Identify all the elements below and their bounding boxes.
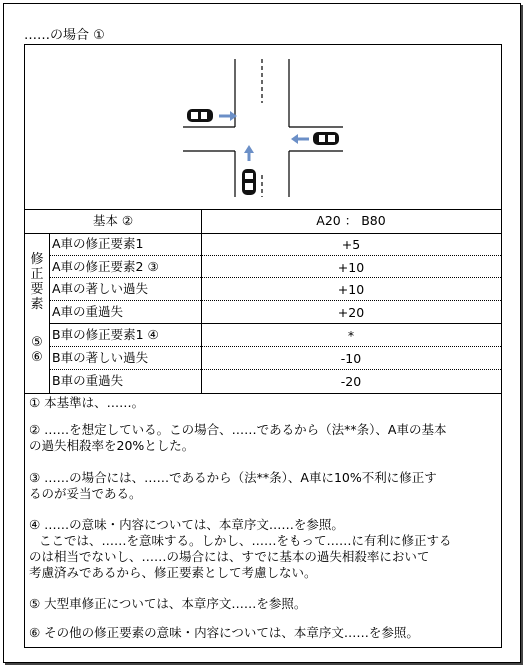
arrow-icon [291, 134, 309, 144]
row-value-a2: +10 [337, 260, 365, 275]
row-value-a1: +5 [341, 237, 361, 252]
note-6: ⑥ その他の修正要素の意味・内容については、本章序文……を参照。 [29, 625, 419, 640]
car-icon [187, 109, 213, 122]
row-value-b2: -10 [340, 351, 362, 366]
case-title: ……の場合 ① [24, 28, 105, 43]
note-1: ① 本基準は、……。 [29, 395, 145, 410]
note-2-cont: の過失相殺率を20%とした。 [29, 438, 195, 453]
row-label-a4: A車の重過失 [52, 304, 124, 319]
row-label-b1: B車の修正要素1 ④ [52, 327, 159, 342]
note-ref-label: ⑤ ⑥ [31, 335, 43, 365]
row-label-a1: A車の修正要素1 [52, 236, 144, 251]
car-icon [313, 132, 339, 145]
note-5: ⑤ 大型車修正については、本章序文……を参照。 [29, 596, 307, 611]
note-2: ② ……を想定している。この場合、……であるから（法**条）、A車の基本 [29, 422, 447, 437]
note-3: ③ ……の場合には、……であるから（法**条）、A車に10%不利に修正す [29, 470, 437, 485]
arrow-icon [244, 145, 254, 161]
row-value-b3: -20 [340, 374, 362, 389]
note-4-cont1: ここでは、……を意味する。しかし、……をもって……に有利に修正する [39, 533, 452, 548]
modifier-group-label: 修 正 要 素 [30, 252, 44, 312]
note-4-cont3: 考慮済みであるから、修正要素として考慮しない。 [29, 565, 317, 580]
note-4-cont2: のは相当でないし、……の場合には、すでに基本の過失相殺率において [29, 549, 430, 564]
row-value-a4: +20 [337, 305, 365, 320]
intersection-diagram [25, 45, 501, 209]
note-4: ④ ……の意味・内容については、本章序文……を参照。 [29, 517, 344, 532]
base-ratio: A20 ： B80 [316, 213, 386, 228]
car-icon [242, 169, 256, 195]
row-value-a3: +10 [337, 282, 365, 297]
base-label: 基本 ② [92, 213, 134, 228]
note-3-cont: るのが妥当である。 [29, 486, 142, 501]
row-label-b2: B車の著しい過失 [52, 350, 149, 365]
row-value-b1: * [347, 328, 355, 343]
row-label-a2: A車の修正要素2 ③ [52, 259, 159, 274]
row-label-a3: A車の著しい過失 [52, 281, 149, 296]
case-table [24, 44, 502, 648]
arrow-icon [219, 111, 237, 121]
row-label-b3: B車の重過失 [52, 373, 124, 388]
